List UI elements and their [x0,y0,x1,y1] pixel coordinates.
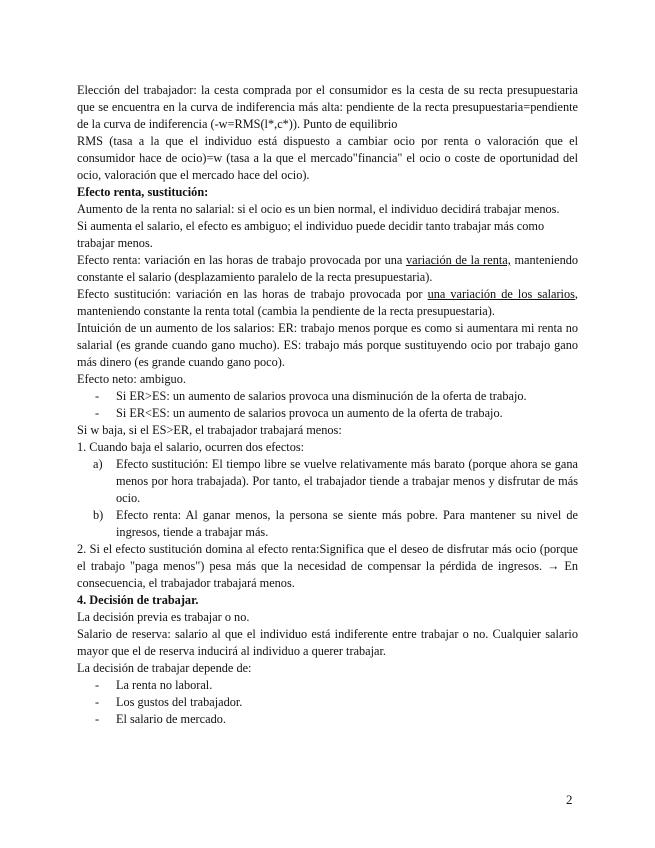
paragraph-salario-reserva: Salario de reserva: salario al que el individuo está indiferente entre trabajar o no. Cualquier salario mayor que el de reserva inducirá al individuo a querer trabajar. [77,627,578,658]
paragraph-decision-depende: La decisión de trabajar depende de: [77,661,252,675]
paragraph-aumento-renta: Aumento de la renta no salarial: si el ocio es un bien normal, el individuo decidirá trabajar menos. [77,202,560,216]
er-def-underlined: variación de la renta, [406,253,511,267]
paragraph-si-w-baja: Si w baja, si el ES>ER, el trabajador trabajará menos: [77,423,342,437]
efectos-list [77,456,578,541]
paragraph-efecto-renta-def [77,252,578,286]
list-item [77,677,578,694]
paragraph-rms: RMS (tasa a la que el individuo está dispuesto a cambiar ocio por renta o valoración que el consumidor hace de ocio)=w (tasa a la que el mercado"financia" el ocio o coste de oportunidad del ocio, valoración que el mercado hace del ocio). [77,134,578,182]
list-marker: - [95,389,100,403]
er-def-text-b: manteniendo constante el salario (desplazamiento paralelo de la recta presupuestaria). [77,253,579,284]
list-item-text: Efecto sustitución: El tiempo libre se vuelve relativamente más barato (porque ahora se gana menos por hora trabajada). Por tanto, el trabajador tiende a trabajar menos y disfrutar de más ocio. [116,457,578,505]
list-item-text: Si ER<ES: un aumento de salarios provoca un aumento de la oferta de trabajo. [116,406,503,420]
paragraph-cuando-baja: 1. Cuando baja el salario, ocurren dos efectos: [77,440,305,454]
heading-decision-trabajar: 4. Decisión de trabajar. [77,593,199,607]
paragraph-aumenta-salario: Si aumenta el salario, el efecto es ambiguo; el individuo puede decidir tanto trabajar más como trabajar menos. [77,219,545,250]
list-item-text: Si ER>ES: un aumento de salarios provoca una disminución de la oferta de trabajo. [116,389,527,403]
es-def-text-b: , manteniendo constante la renta total (cambia la pendiente de la recta presupuestaria). [77,287,578,318]
list-item [77,388,578,405]
es-def-text-a: Efecto sustitución: variación en las horas de trabajo provocada por [77,287,428,301]
efecto-neto-list [77,388,578,422]
list-item [77,405,578,422]
list-item-text: La renta no laboral. [116,678,213,692]
list-marker: b) [93,508,104,522]
list-item-text: Los gustos del trabajador. [116,695,243,709]
page-content [77,82,578,728]
list-marker: - [95,406,100,420]
list-item [77,507,578,541]
er-def-text-a: Efecto renta: variación en las horas de trabajo provocada por una [77,253,406,267]
depende-list [77,677,578,728]
list-marker: - [95,695,100,709]
heading-efecto-renta-sustitucion: Efecto renta, sustitución: [77,185,209,199]
paragraph-eleccion: Elección del trabajador: la cesta comprada por el consumidor es la cesta de su recta presupuestaria que se encuentra en la curva de indiferencia más alta: pendiente de la recta presupuestaria=pendiente de la curva de indiferencia (-w=RMS(l*,c*)). Punto de equilibrio [77,83,578,131]
list-item [77,711,578,728]
list-marker: a) [93,457,103,471]
paragraph-intuicion: Intuición de un aumento de los salarios: ER: trabajo menos porque es como si aumentara mi renta no salarial (es grande cuando gano mucho). ES: trabajo más porque sustituyendo ocio por trabajo gano más dinero (es grande cuando gano poco). [77,321,578,369]
list-item-text: El salario de mercado. [116,712,226,726]
list-item-text: Efecto renta: Al ganar menos, la persona se siente más pobre. Para mantener su nivel de ingresos, tiende a trabajar más. [116,508,578,539]
page-number: 2 [566,792,573,807]
paragraph-si-efecto-domina: 2. Si el efecto sustitución domina al efecto renta:Significa que el deseo de disfrutar más ocio (porque el trabajo "paga menos") pesa más que la necesidad de compensar la pérdida de ingresos. → En consecuencia, el trabajador trabajará menos. [77,542,578,590]
list-marker: - [95,712,100,726]
list-item [77,694,578,711]
paragraph-efecto-neto: Efecto neto: ambiguo. [77,372,186,386]
paragraph-decision-previa: La decisión previa es trabajar o no. [77,610,250,624]
list-item [77,456,578,507]
es-def-underlined: una variación de los salarios [427,287,575,301]
list-marker: - [95,678,100,692]
paragraph-efecto-sustitucion-def [77,286,578,320]
